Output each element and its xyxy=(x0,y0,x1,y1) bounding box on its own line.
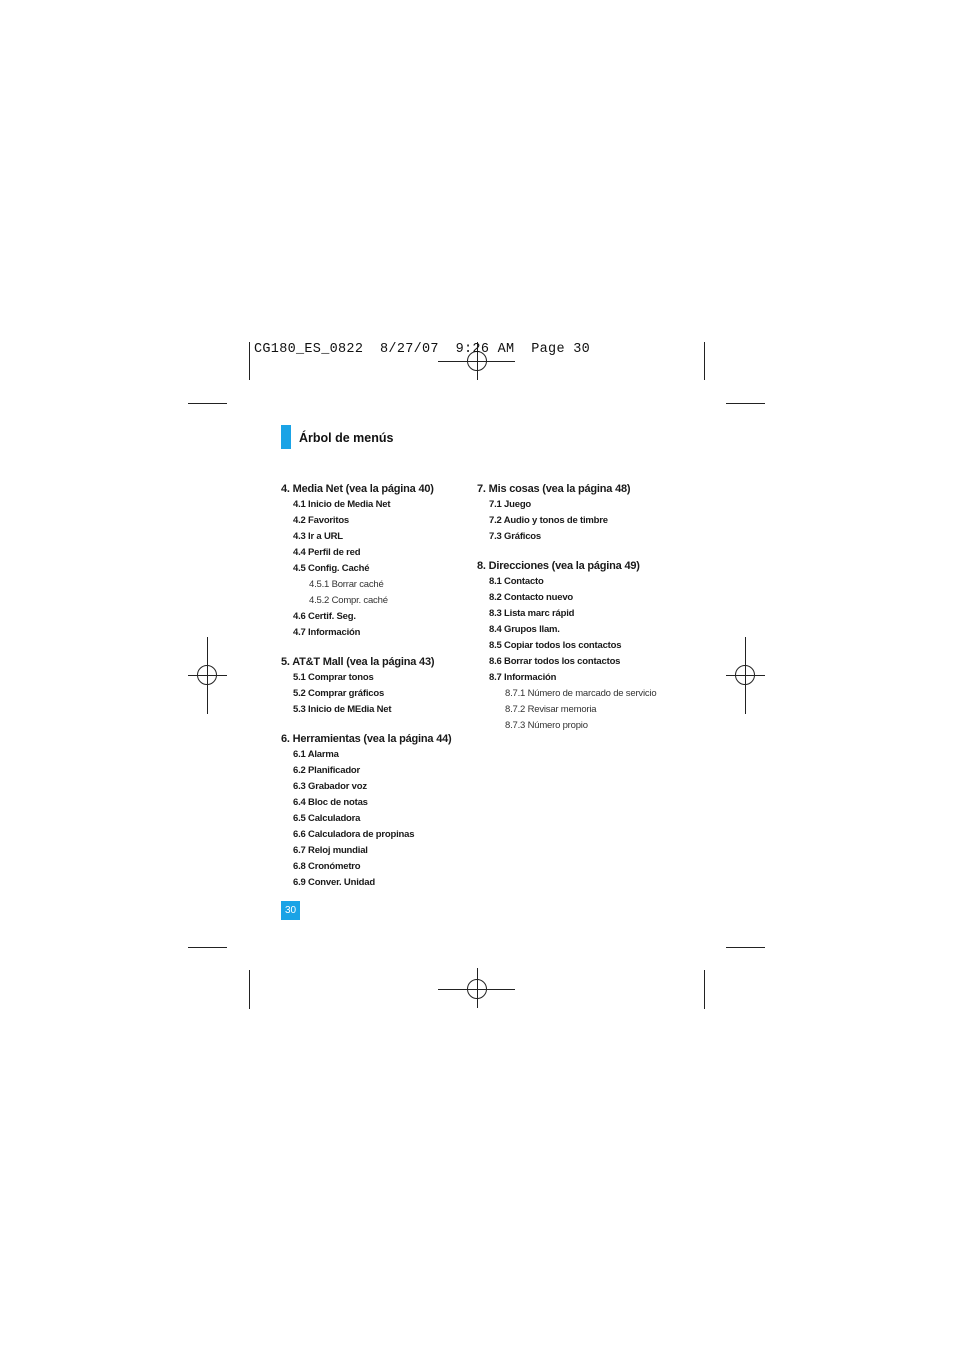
registration-circle xyxy=(467,979,487,999)
menu-item: 5.1 Comprar tonos xyxy=(293,672,374,683)
menu-subitem: 4.5.1 Borrar caché xyxy=(309,579,384,590)
registration-circle xyxy=(197,665,217,685)
menu-item: 6.9 Conver. Unidad xyxy=(293,877,375,888)
section-accent-bar xyxy=(281,425,291,449)
menu-group xyxy=(281,731,471,891)
menu-item: 5.3 Inicio de MEdia Net xyxy=(293,704,392,715)
menu-item: 6.7 Reloj mundial xyxy=(293,845,368,856)
menu-subitem: 4.5.2 Compr. caché xyxy=(309,595,388,606)
menu-group-heading: 4. Media Net (vea la página 40) xyxy=(281,483,434,495)
menu-item: 8.5 Copiar todos los contactos xyxy=(489,640,622,651)
menu-item: 4.2 Favoritos xyxy=(293,515,350,526)
crop-mark xyxy=(249,342,250,380)
menu-group-heading: 6. Herramientas (vea la página 44) xyxy=(281,733,452,745)
page-number-badge: 30 xyxy=(281,901,300,920)
menu-item: 7.3 Gráficos xyxy=(489,531,541,542)
menu-item: 6.2 Planificador xyxy=(293,765,361,776)
menu-subitem: 8.7.1 Número de marcado de servicio xyxy=(505,688,657,699)
menu-item: 8.1 Contacto xyxy=(489,576,544,587)
menu-group xyxy=(281,654,471,718)
menu-group xyxy=(477,558,667,734)
crop-mark xyxy=(704,342,705,380)
crop-mark xyxy=(249,970,250,1009)
print-slug: CG180_ES_0822 8/27/07 9:26 AM Page 30 xyxy=(254,342,591,357)
menu-item: 7.2 Audio y tonos de timbre xyxy=(489,515,608,526)
menu-item: 6.8 Cronómetro xyxy=(293,861,361,872)
menu-item: 7.1 Juego xyxy=(489,499,532,510)
menu-item: 6.3 Grabador voz xyxy=(293,781,367,792)
crop-mark xyxy=(188,947,227,948)
menu-item: 8.7 Información xyxy=(489,672,557,683)
menu-item: 8.6 Borrar todos los contactos xyxy=(489,656,621,667)
crop-mark xyxy=(704,970,705,1009)
menu-item: 4.7 Información xyxy=(293,627,361,638)
registration-circle xyxy=(735,665,755,685)
menu-item: 8.3 Lista marc rápid xyxy=(489,608,575,619)
menu-item: 4.3 Ir a URL xyxy=(293,531,343,542)
menu-item: 4.6 Certif. Seg. xyxy=(293,611,356,622)
menu-group xyxy=(281,481,471,641)
menu-item: 4.4 Perfil de red xyxy=(293,547,361,558)
menu-item: 6.1 Alarma xyxy=(293,749,339,760)
menu-item: 6.4 Bloc de notas xyxy=(293,797,368,808)
menu-item: 4.1 Inicio de Media Net xyxy=(293,499,391,510)
menu-subitem: 8.7.2 Revisar memoria xyxy=(505,704,597,715)
section-title: Árbol de menús xyxy=(299,431,394,445)
menu-item: 5.2 Comprar gráficos xyxy=(293,688,385,699)
menu-item: 6.6 Calculadora de propinas xyxy=(293,829,415,840)
crop-mark xyxy=(726,403,765,404)
menu-column-right xyxy=(477,481,667,747)
menu-item: 8.2 Contacto nuevo xyxy=(489,592,574,603)
menu-subitem: 8.7.3 Número propio xyxy=(505,720,588,731)
menu-group-heading: 8. Direcciones (vea la página 49) xyxy=(477,560,640,572)
menu-item: 8.4 Grupos llam. xyxy=(489,624,560,635)
menu-column-left xyxy=(281,481,471,904)
menu-item: 6.5 Calculadora xyxy=(293,813,361,824)
crop-mark xyxy=(188,403,227,404)
crop-mark xyxy=(726,947,765,948)
menu-group xyxy=(477,481,667,545)
menu-item: 4.5 Config. Caché xyxy=(293,563,370,574)
menu-group-heading: 7. Mis cosas (vea la página 48) xyxy=(477,483,631,495)
menu-group-heading: 5. AT&T Mall (vea la página 43) xyxy=(281,656,435,668)
